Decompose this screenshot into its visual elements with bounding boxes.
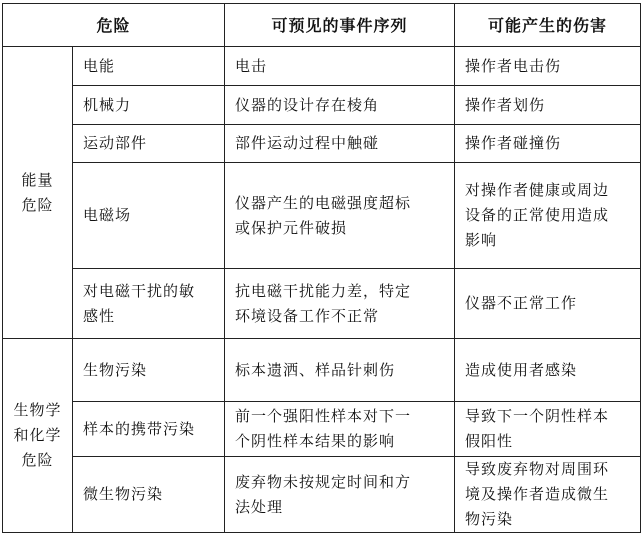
sequence-cell: 仪器的设计存在棱角 [225,86,455,125]
table-row [3,457,641,533]
hazard-cell: 样本的携带污染 [73,402,225,457]
harm-cell: 对操作者健康或周边 设备的正常使用造成 影响 [455,163,641,269]
sequence-cell: 仪器产生的电磁强度超标 或保护元件破损 [225,163,455,269]
table-row [3,163,641,269]
table-row [3,402,641,457]
table-row [3,339,641,402]
header-sequence: 可预见的事件序列 [225,4,455,47]
hazard-cell: 生物污染 [73,339,225,402]
sequence-cell: 标本遗洒、样品针刺伤 [225,339,455,402]
sequence-cell: 废弃物未按规定时间和方 法处理 [225,457,455,533]
harm-cell: 操作者划伤 [455,86,641,125]
sequence-cell: 部件运动过程中触碰 [225,125,455,163]
header-hazard: 危险 [3,4,225,47]
sequence-cell: 前一个强阳性样本对下一 个阴性样本结果的影响 [225,402,455,457]
category-biochem: 生物学 和化学 危险 [3,339,73,533]
table-row [3,125,641,163]
harm-cell: 导致下一个阴性样本 假阳性 [455,402,641,457]
harm-cell: 操作者碰撞伤 [455,125,641,163]
hazard-cell: 运动部件 [73,125,225,163]
table-row [3,86,641,125]
table-row [3,269,641,339]
sequence-cell: 电击 [225,47,455,86]
category-energy: 能量 危险 [3,47,73,339]
hazard-cell: 微生物污染 [73,457,225,533]
header-row [3,4,641,47]
harm-cell: 操作者电击伤 [455,47,641,86]
sequence-cell: 抗电磁干扰能力差，特定 环境设备工作不正常 [225,269,455,339]
table-row [3,47,641,86]
risk-table [2,3,641,533]
hazard-cell: 对电磁干扰的敏 感性 [73,269,225,339]
harm-cell: 导致废弃物对周围环 境及操作者造成微生 物污染 [455,457,641,533]
header-harm: 可能产生的伤害 [455,4,641,47]
harm-cell: 造成使用者感染 [455,339,641,402]
hazard-cell: 电能 [73,47,225,86]
hazard-cell: 电磁场 [73,163,225,269]
hazard-cell: 机械力 [73,86,225,125]
harm-cell: 仪器不正常工作 [455,269,641,339]
